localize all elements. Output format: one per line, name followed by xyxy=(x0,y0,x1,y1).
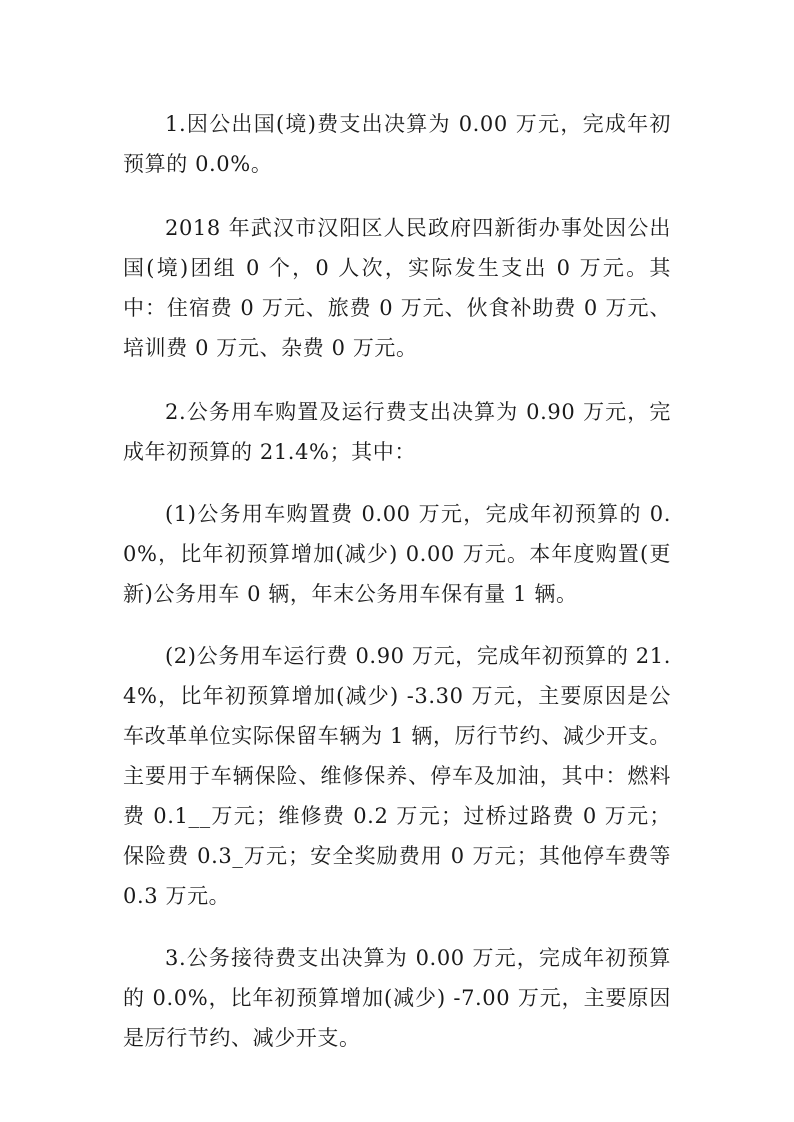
paragraph-vehicle-purchase: (1)公务用车购置费 0.00 万元，完成年初预算的 0.0%，比年初预算增加(减少) 0.00 万元。本年度购置(更新)公务用车 0 辆，年末公务用车保有量 1 辆。 xyxy=(123,502,671,606)
paragraph-reception: 3.公务接待费支出决算为 0.00 万元，完成年初预算的 0.0%，比年初预算增加(减少) -7.00 万元，主要原因是厉行节约、减少开支。 xyxy=(123,946,671,1050)
paragraph-outbound-detail: 2018 年武汉市汉阳区人民政府四新街办事处因公出国(境)团组 0 个，0 人次，实际发生支出 0 万元。其中：住宿费 0 万元、旅费 0 万元、伙食补助费 0 万元、培训费 0 万元、杂费 0 万元。 xyxy=(123,216,671,360)
paragraph-vehicle-operation: (2)公务用车运行费 0.90 万元，完成年初预算的 21.4%，比年初预算增加(减少) -3.30 万元，主要原因是公车改革单位实际保留车辆为 1 辆，厉行节约、减少开支。主要用于车辆保险、维修保养、停车及加油，其中：燃料费 0.1__万元；维修费 0.2 万元；过桥过路费 0 万元；保险费 0.3_万元；安全奖励费用 0 万元；其他停车费等 0.3 万元。 xyxy=(123,644,671,908)
paragraph-outbound-travel: 1.因公出国(境)费支出决算为 0.00 万元，完成年初预算的 0.0%。 xyxy=(123,112,671,176)
paragraph-vehicle-total: 2.公务用车购置及运行费支出决算为 0.90 万元，完成年初预算的 21.4%；其中： xyxy=(123,400,671,464)
document-body xyxy=(123,104,671,1058)
